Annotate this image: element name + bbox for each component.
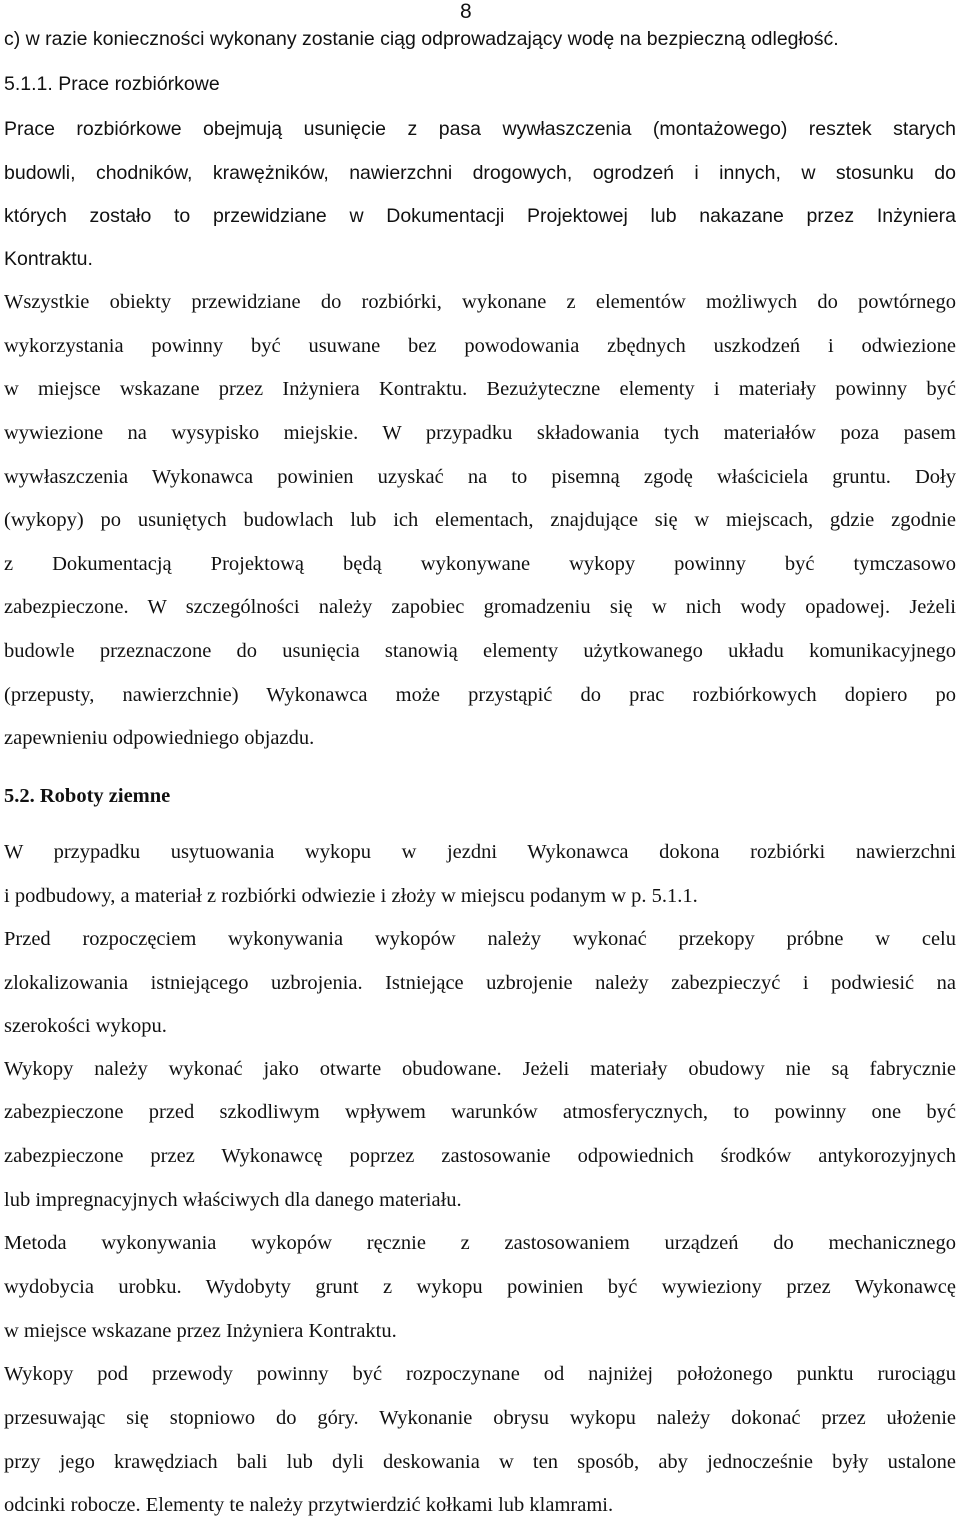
text-line: 5.1.1. Prace rozbiórkowe xyxy=(4,73,220,95)
text-line: (przepusty, nawierzchnie) Wykonawca może przystąpić do prac rozbiórkowych dopiero po xyxy=(4,684,956,706)
text-line: budowli, chodników, krawężników, nawierzchni drogowych, ogrodzeń i innych, w stosunku do xyxy=(4,162,956,184)
text-line: Wykopy należy wykonać jako otwarte obudowane. Jeżeli materiały obudowy nie są fabrycznie xyxy=(4,1058,956,1080)
text-line: zlokalizowania istniejącego uzbrojenia. Istniejące uzbrojenie należy zabezpieczyć i podwiesić na xyxy=(4,972,956,994)
text-line: odcinki robocze. Elementy te należy przytwierdzić kołkami lub klamrami. xyxy=(4,1494,614,1516)
text-line: lub impregnacyjnych właściwych dla danego materiału. xyxy=(4,1189,462,1211)
text-line: szerokości wykopu. xyxy=(4,1015,167,1037)
text-line: przy jego krawędziach bali lub dyli deskowania w ten sposób, aby jednocześnie były ustalone xyxy=(4,1451,956,1473)
text-line: (wykopy) po usuniętych budowlach lub ich elementach, znajdujące się w miejscach, gdzie zgodnie xyxy=(4,509,956,531)
text-line: zabezpieczone przed szkodliwym wpływem warunków atmosferycznych, to powinny one być xyxy=(4,1101,956,1123)
text-line: wydobycia urobku. Wydobyty grunt z wykopu powinien być wywieziony przez Wykonawcę xyxy=(4,1276,956,1298)
text-line: W przypadku usytuowania wykopu w jezdni Wykonawca dokona rozbiórki nawierzchni xyxy=(4,841,956,863)
text-line: zapewnieniu odpowiedniego objazdu. xyxy=(4,727,315,749)
text-line: wywiezione na wysypisko miejskie. W przypadku składowania tych materiałów poza pasem xyxy=(4,422,956,444)
text-line: budowle przeznaczone do usunięcia stanowią elementy użytkowanego układu komunikacyjnego xyxy=(4,640,956,662)
text-line: Kontraktu. xyxy=(4,248,93,270)
text-line: wykorzystania powinny być usuwane bez powodowania zbędnych uszkodzeń i odwiezione xyxy=(4,335,956,357)
text-line: Przed rozpoczęciem wykonywania wykopów należy wykonać przekopy próbne w celu xyxy=(4,928,956,950)
text-line: wywłaszczenia Wykonawca powinien uzyskać na to pisemną zgodę właściciela gruntu. Doły xyxy=(4,466,956,488)
text-line: i podbudowy, a materiał z rozbiórki odwiezie i złoży w miejscu podanym w p. 5.1.1. xyxy=(4,885,698,907)
section-heading: 5.2. Roboty ziemne xyxy=(4,785,171,807)
page-number: 8 xyxy=(460,0,472,23)
text-line: których zostało to przewidziane w Dokumentacji Projektowej lub nakazane przez Inżyniera xyxy=(4,205,956,227)
text-line: przesuwając się stopniowo do góry. Wykonanie obrysu wykopu należy dokonać przez ułożenie xyxy=(4,1407,956,1429)
text-line: w miejsce wskazane przez Inżyniera Kontraktu. Bezużyteczne elementy i materiały powinny być xyxy=(4,378,956,400)
text-line: c) w razie konieczności wykonany zostanie ciąg odprowadzający wodę na bezpieczną odległość. xyxy=(4,28,839,50)
text-line: Metoda wykonywania wykopów ręcznie z zastosowaniem urządzeń do mechanicznego xyxy=(4,1232,956,1254)
text-line: Prace rozbiórkowe obejmują usunięcie z pasa wywłaszczenia (montażowego) resztek starych xyxy=(4,118,956,140)
text-line: z Dokumentacją Projektową będą wykonywane wykopy powinny być tymczasowo xyxy=(4,553,956,575)
text-line: zabezpieczone przez Wykonawcę poprzez zastosowanie odpowiednich środków antykorozyjnych xyxy=(4,1145,956,1167)
text-line: Wszystkie obiekty przewidziane do rozbiórki, wykonane z elementów możliwych do powtórnego xyxy=(4,291,956,313)
text-line: w miejsce wskazane przez Inżyniera Kontraktu. xyxy=(4,1320,397,1342)
text-line: Wykopy pod przewody powinny być rozpoczynane od najniżej położonego punktu rurociągu xyxy=(4,1363,956,1385)
text-line: zabezpieczone. W szczególności należy zapobiec gromadzeniu się w nich wody opadowej. Jeżeli xyxy=(4,596,956,618)
